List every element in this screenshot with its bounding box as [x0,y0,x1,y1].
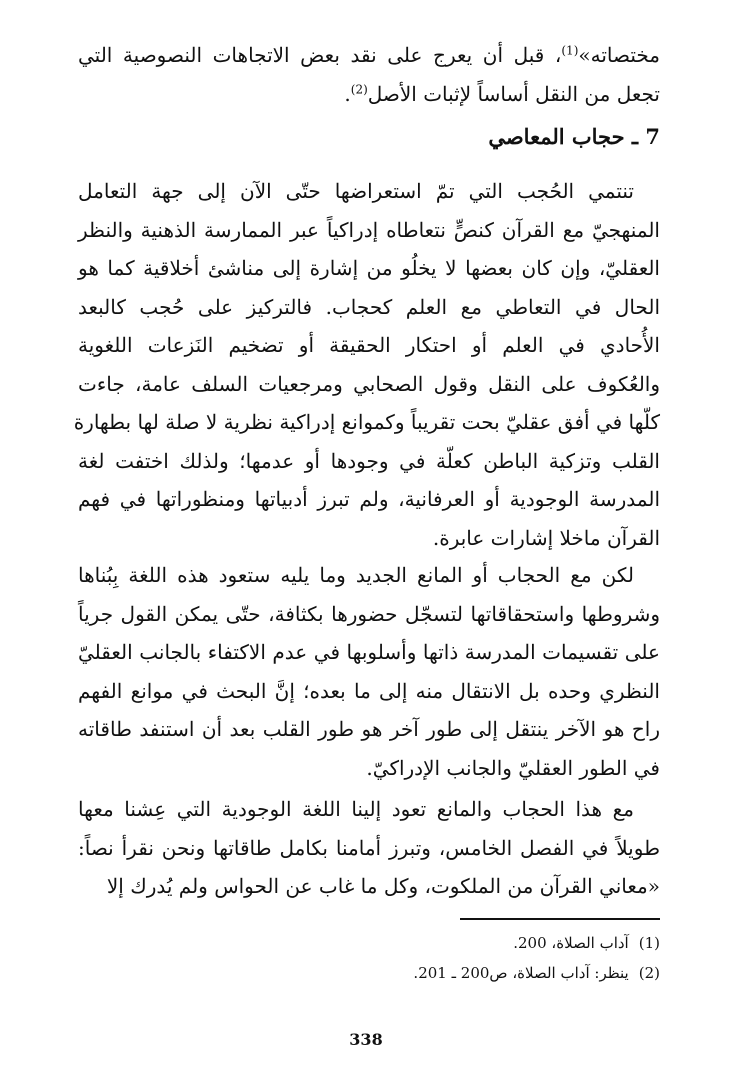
intro-block [78,36,660,113]
para1-line: كلّها في أفق عقليّ بحت تقريباً وكموانع إدراكية نظرية لا صلة لها بطهارة [73,410,660,434]
para2-line: راح هو الآخر ينتقل إلى طور آخر هو طور القلب بعد أن استنفد طاقاته [78,717,660,741]
para1-line: الحال في التعاطي مع العلم كحجاب. فالتركيز على حُجب كالبعد [78,294,660,319]
intro-line-1: مختصاته»$^{(1)}$، قبل أن يعرج على نقد بعض الاتجاهات النصوصية التي [78,43,660,67]
para1-line: العقليّ، وإن كان بعضها لا يخلُو من إشارة إلى مناشئ أخلاقية كما هو [78,256,660,280]
page-number: 338 [349,1030,383,1049]
paragraph-2 [78,556,660,787]
footnote-ref-1: (1) [561,43,579,58]
para2-line: في الطور العقليّ والجانب الإدراكيّ. [366,755,660,780]
para3-line: طويلاً في الفصل الخامس، وتبرز أمامنا بكامل طاقاتها ونحن نقرأ نصاً: [78,835,660,860]
para1-line: المنهجيّ مع القرآن كنصٍّ نتعاطاه إدراكياً عبر الممارسة الذهنية والنظر [78,217,660,242]
footnote-divider [460,918,660,920]
paragraph-1 [73,172,661,557]
footnote-1: (1)آداب الصلاة، 200. [513,934,660,952]
para2-line: لكن مع الحجاب أو المانع الجديد وما يليه ستعود هذه اللغة بِبُناها [78,563,634,587]
paragraph-3 [78,790,660,906]
para2-line: النظري وحده بل الانتقال منه إلى ما بعده؛ إنَّ البحث في موانع الفهم [78,678,660,703]
para1-line: المدرسة الوجودية أو العرفانية، ولم تبرز أدبياتها ومنظوراتها في فهم [78,487,661,511]
section-heading: 7 ـ حجاب المعاصي [488,124,660,149]
para1-line: والعُكوف على النقل وقول الصحابي ومرجعيات السلف عامة، جاءت [78,371,660,396]
para3-line: مع هذا الحجاب والمانع تعود إلينا اللغة الوجودية التي عِشنا معها [78,797,634,821]
footnote-ref-2: (2) [350,81,368,96]
para1-line: القرآن ماخلا إشارات عابرة. [432,525,660,550]
footnote-2: (2)ينظر: آداب الصلاة، ص200 ـ 201. [413,964,660,982]
para1-line: القلب وتزكية الباطن كعلّة في وجودها أو عدمها؛ ولذلك اختفت لغة [78,448,660,473]
intro-line-2: تجعل من النقل أساساً لإثبات الأصل$^{(2)}$. [344,81,660,106]
para3-line: «معاني القرآن من الملكوت، وكل ما غاب عن الحواس ولم يُدرك إلا [106,874,660,898]
para2-line: على تقسيمات المدرسة ذاتها وأسلوبها في عدم الاكتفاء بالجانب العقليّ [78,640,660,664]
para2-line: وشروطها واستحقاقاتها لتسجّل حضورها بكثافة، حتّى يمكن القول جرياً [78,601,660,626]
para1-line: الأُحادي في العلم أو احتكار الحقيقة أو تضخيم النَزعات اللغوية [78,333,660,357]
para1-line: تنتمي الحُجب التي تمّ استعراضها حتّى الآن إلى جهة التعامل [78,179,634,203]
